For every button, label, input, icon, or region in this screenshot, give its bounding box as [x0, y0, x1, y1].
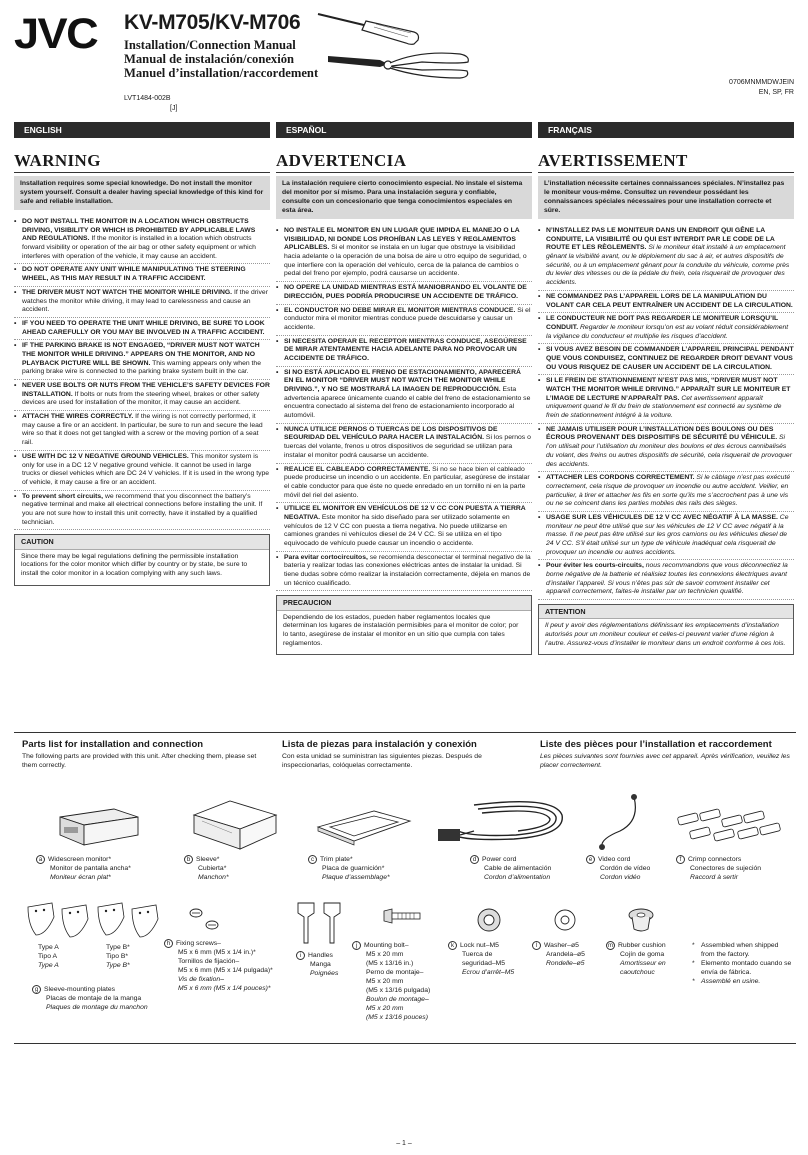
warning-intro: La instalación requiere cierto conocimiento especial. No instale el sistema del monitor por sí mismo. Para una instalación segura y confiable, consulte con un concesionario que tenga conocimientos especiales en esta área.	[276, 176, 532, 219]
doc-langs: EN, SP, FR	[758, 89, 794, 96]
subtitle-en: Installation/Connection Manual	[124, 38, 296, 52]
subtitle-fr: Manuel d’installation/raccordement	[124, 66, 319, 80]
rubber-cushion-icon	[624, 903, 658, 937]
part-a	[36, 855, 131, 882]
warning-list	[14, 218, 270, 530]
part-name-en: Power cord	[482, 856, 517, 863]
part-e	[586, 855, 650, 882]
doc-code-line: 0706MNMMDWJEIN	[729, 79, 794, 86]
part-size-en: M5 x 20 mm	[366, 951, 404, 958]
list-item: • SI VOUS AVEZ BESOIN DE COMMANDER L’APPAREIL PRINCIPAL PENDANT QUE VOUS CONDUISEZ, CONTINUEZ DE REGARDER DROIT DEVANT VOUS OU VOUS RISQUEZ DE CAUSER UN ACCIDENT DE LA CIRCULATION.	[538, 346, 794, 375]
parts-title-en: Parts list for installation and connection	[22, 739, 204, 750]
model-title: KV-M705/KV-M706	[124, 11, 301, 34]
parts-desc-sp: Con esta unidad se suministran las siguientes piezas. Después de inspeccionarlas, colóquelas correctamente.	[282, 753, 482, 769]
part-name-sp: Cojín de goma	[620, 951, 665, 958]
list-item: • NO INSTALE EL MONITOR EN UN LUGAR QUE IMPIDA EL MANEJO O LA VISIBILIDAD, NI DONDE LOS PROHÍBAN LAS LEYES Y REGLAMENTOS APLICABLES. Si el monitor se instala en un lugar que obstruye la visibilidad hacia adelante o la operación de una bolsa de aire u otro equipo de seguridad, o que interfiere con la operación del vehículo, cerca de la palanca de cambios o pedal del freno por ejemplo, podrá causarse un accidente.	[276, 227, 532, 282]
part-d	[470, 855, 551, 882]
part-name-fr: Cordon d’alimentation	[484, 874, 551, 881]
caution-box	[276, 595, 532, 655]
parts-header-fr	[540, 739, 790, 770]
subtitle-sp: Manual de instalación/conexión	[124, 52, 295, 66]
part-size-sp: M5 x 20 mm	[366, 978, 404, 985]
part-name-fr: Moniteur écran plat*	[50, 874, 111, 881]
list-item: • NE COMMANDEZ PAS L’APPAREIL LORS DE LA MANIPULATION DU VOLANT CAR CELA PEUT ENTRAÎNER UN ACCIDENT DE LA CIRCULATION.	[538, 293, 794, 313]
page-number: – 1 –	[396, 1140, 412, 1147]
part-l	[532, 941, 585, 968]
parts-title-fr: Liste des pièces pour l’installation et raccordement	[540, 739, 772, 750]
trim-plate-icon	[314, 807, 414, 847]
type-a-en: Type A	[38, 944, 59, 951]
part-letter: c	[308, 855, 317, 864]
warning-heading: AVERTISSEMENT	[538, 150, 794, 173]
part-name-sp: Cordón de vídeo	[600, 865, 651, 872]
part-c	[308, 855, 390, 882]
type-a-sp: Tipo A	[38, 953, 58, 960]
list-item: • USE WITH DC 12 V NEGATIVE GROUND VEHICLES. This monitor system is only for use in a DC 12 V negative ground vehicle. It cannot be used in large trucks or diesel vehicles which are DC 24 V vehicles. If it is used in the wrong type of vehicle, it may cause a fire or an accident.	[14, 453, 270, 491]
part-k	[448, 941, 514, 977]
parts-desc-fr: Les pièces suivantes sont fournies avec cet appareil. Après vérification, veuillez les placer correctement.	[540, 753, 790, 769]
list-item: • IF THE PARKING BRAKE IS NOT ENGAGED, “DRIVER MUST NOT WATCH THE MONITOR WHILE DRIVING.” APPEARS ON THE MONITOR, AND NO PLAYBACK PICTURE WILL BE SHOWN. This warning appears only when the parking brake wire is connected to the parking brake system built in the car.	[14, 342, 270, 380]
part-name-fr-2: caoutchouc	[620, 969, 655, 976]
warning-intro: L’installation nécessite certaines connaissances spéciales. N’installez pas le moniteur vous-même. Consultez un revendeur possédant les connaissances spéciales nécessaires pour une installation correcte et sûre.	[538, 176, 794, 219]
part-h	[164, 939, 273, 993]
part-name-en: Handles	[308, 952, 333, 959]
list-item: • N’INSTALLEZ PAS LE MONITEUR DANS UN ENDROIT QUI GÊNE LA CONDUITE, LA VISIBILITÉ OU QUI EST INTERDIT PAR LE CODE DE LA ROUTE ET LES RÈGLEMENTS. Si le moniteur était installé à un emplacement gênant la visibilité avant, ou le déploiement du sac à air, et autres dispositifs de sécurité, ou à un emplacement gênant pour la conduite du véhicule, comme près du levier des vitesses ou de la pédale du frein, cela risquerait de provoquer des accidents.	[538, 227, 794, 291]
warning-heading: ADVERTENCIA	[276, 150, 532, 173]
part-size-in-sp: (M5 x 13/16 pulgada)	[366, 987, 431, 994]
part-name-fr: Ecrou d’arrêt–M5	[462, 969, 515, 976]
video-cord-icon	[590, 791, 644, 853]
part-name-en: Rubber cushion	[618, 942, 666, 949]
part-name-sp-2: seguridad–M5	[462, 960, 506, 967]
monitor-icon	[54, 803, 144, 849]
parts-header-en	[22, 739, 272, 770]
list-item: • LE CONDUCTEUR NE DOIT PAS REGARDER LE MONITEUR LORSQU’IL CONDUIT. Regarder le moniteur lorsqu’on est au volant réduit considérablement la vigilance du conducteur et multiplie les risques d’accident.	[538, 315, 794, 344]
mounting-bolt-icon	[380, 905, 424, 929]
lang-bar-english: ENGLISH	[14, 122, 270, 138]
screwdriver-icon	[318, 14, 419, 44]
part-j	[352, 941, 430, 1022]
list-item: • NUNCA UTILICE PERNOS O TUERCAS DE LOS DISPOSITIVOS DE SEGURIDAD DEL VEHÍCULO PARA HACER LA INSTALACIÓN. Si los pernos o tuercas del volante, frenos u otros dispositivos de seguridad se utilizan para instalar el monitor podrá causarse un accidente.	[276, 426, 532, 464]
type-b-sp: Tipo B*	[106, 953, 129, 960]
part-name-sp: Tuerca de	[462, 951, 493, 958]
part-letter: a	[36, 855, 45, 864]
list-item: • EL CONDUCTOR NO DEBE MIRAR EL MONITOR MIENTRAS CONDUCE. Si el conductor mira el monitor mientras conduce puede descuidarse y causar un accidente.	[276, 307, 532, 336]
part-size-fr: M5 x 6 mm (M5 x 1/4 pouces)*	[178, 985, 271, 992]
note-sp: Elemento montado cuando se envía de fábrica.	[701, 960, 792, 976]
part-name-en: Video cord	[598, 856, 631, 863]
list-item: • ATTACHER LES CORDONS CORRECTEMENT. Si le câblage n’est pas exécuté correctement, cela risque de provoquer un incendie ou autre accident. Veiller, en particulier, à tirer et attacher les fils en sorte qu’ils me s’accrochent pas à une vis ou ne se coincent dans les parties mobiles des rails des sièges.	[538, 474, 794, 512]
crimp-connectors-icon	[674, 807, 784, 847]
sleeve-mounting-plates-icon	[24, 901, 162, 941]
part-name-sp: Placa de guarnición*	[322, 865, 385, 872]
warning-heading: WARNING	[14, 150, 270, 173]
part-name-sp: Manga	[310, 961, 331, 968]
list-item: • SI NO ESTÁ APLICADO EL FRENO DE ESTACIONAMIENTO, APARECERÁ EN EL MONITOR “DRIVER MUST NOT WATCH THE MONITOR WHILE DRIVING.”, Y NO SE MOSTRARÁ LA IMAGEN DE REPRODUCCIÓN. Esta advertencia aparece únicamente cuando el cable del freno de estacionamiento se encuentra conectado al sistema del freno de estacionamiento incorporado al automóvil.	[276, 369, 532, 424]
part-name-sp: Cubierta*	[198, 865, 227, 872]
part-letter: i	[296, 951, 305, 960]
part-name-sp: Perno de montaje–	[366, 969, 424, 976]
part-name-fr: Cordon vidéo	[600, 874, 641, 881]
warning-list	[538, 227, 794, 600]
type-b-fr: Type B*	[106, 962, 130, 969]
part-name-fr: Poignées	[310, 970, 339, 977]
caution-title: PRECAUCION	[277, 596, 531, 610]
list-item: • USAGE SUR LES VÉHICULES DE 12 V CC AVEC NÉGATIF À LA MASSE. Ce moniteur ne peut être utilisé que sur les véhicules de 12 V CC avec négatif à la masse. Il ne peut pas être utilisé sur les gros camions ou les véhicules diesel de 24 V CC. S’il était utilisé sur un type de véhicule inadéquat cela risquerait de provoquer un incendie ou autres accidents.	[538, 514, 794, 560]
part-name-en: Sleeve-mounting plates	[44, 986, 116, 993]
list-item: • Para evitar cortocircuitos, se recomienda desconectar el terminal negativo de la batería y realizar todas las conexiones eléctricas antes de instalar la unidad. Si tiene dudas sobre cómo realizar la instalación correctamente, déjela en manos de un técnico cualificado.	[276, 554, 532, 592]
caution-title: CAUTION	[15, 535, 269, 549]
part-code	[124, 94, 177, 114]
part-name-fr: Boulon de montage–	[366, 996, 429, 1003]
fixing-screws-icon	[186, 905, 226, 935]
part-name-en: Crimp connectors	[688, 856, 742, 863]
caution-body: Il peut y avoir des réglementations définissant les emplacements d’installation autorisés pour un moniteur couleur et celles-ci peuvent varier d’une région à l’autre. Assurez-vous d’installer le moniteur dans un endroit conforme à ces lois.	[545, 622, 786, 647]
list-item: • NEVER USE BOLTS OR NUTS FROM THE VEHICLE’S SAFETY DEVICES FOR INSTALLATION. If bolts or nuts from the steering wheel, brakes or other safety devices are used for installation of the monitor, it may cause an accident.	[14, 382, 270, 411]
part-letter: m	[608, 943, 613, 949]
lock-nut-icon	[474, 905, 504, 935]
tools-illustration	[310, 8, 480, 88]
note-star: *	[692, 942, 695, 949]
part-size-sp: M5 x 6 mm (M5 x 1/4 pulgada)*	[178, 967, 273, 974]
part-letter: g	[32, 985, 41, 994]
part-name-fr: Plaque d’assemblage*	[322, 874, 390, 881]
caution-title: ATTENTION	[539, 605, 793, 619]
part-letter: j	[352, 941, 361, 950]
plate-type-b	[106, 943, 130, 970]
doc-code	[729, 78, 794, 98]
list-item: • SI NECESITA OPERAR EL RECEPTOR MIENTRAS CONDUCE, ASEGÚRESE DE MIRAR ATENTAMENTE HACIA ADELANTE PARA NO PROVOCAR UN ACCIDENTE DE TRÁFICO.	[276, 338, 532, 367]
list-item: • To prevent short circuits, we recommend that you disconnect the battery’s negative terminal and make all electrical connections before installing the unit. If you are not sure how to install this unit correctly, have it installed by a qualified technician.	[14, 493, 270, 531]
list-item: • ATTACH THE WIRES CORRECTLY. If the wiring is not correctly performed, it may cause a fire or an accident. In particular, be sure to run and secure the lead wire so that it does not get tangled with a screw or the moving portion of a seat rail.	[14, 413, 270, 451]
part-letter: k	[448, 941, 457, 950]
part-name-fr: Raccord à sertir	[690, 874, 738, 881]
part-size-in-fr: (M5 x 13/16 pouces)	[366, 1014, 428, 1021]
part-name-fr: Vis de fixation–	[178, 976, 224, 983]
part-name-fr: Manchon*	[198, 874, 229, 881]
assembled-notes	[692, 941, 792, 986]
part-letter: f	[676, 855, 685, 864]
note-star: *	[692, 978, 695, 985]
caution-body: Dependiendo de los estados, pueden haber reglamentos locales que determinan los lugares de instalación permisibles para el monitor de color; por lo tanto, asegúrese de instalar el monitor en un sitio que cumpla con tales reglamentos.	[283, 613, 519, 647]
power-cord-icon	[434, 795, 574, 855]
jvc-logo: JVC	[14, 10, 98, 58]
part-name-sp: Tornillos de fijación–	[178, 958, 240, 965]
list-item: • THE DRIVER MUST NOT WATCH THE MONITOR WHILE DRIVING. If the driver watches the monitor while driving, it may lead to carelessness and cause an accident.	[14, 289, 270, 318]
list-item: • DO NOT OPERATE ANY UNIT WHILE MANIPULATING THE STEERING WHEEL, AS THIS MAY RESULT IN A TRAFFIC ACCIDENT.	[14, 266, 270, 286]
caution-box	[538, 604, 794, 655]
parts-title-sp: Lista de piezas para instalación y conexión	[282, 739, 477, 750]
note-fr: Assemblé en usine.	[701, 978, 761, 985]
pliers-icon	[328, 53, 468, 78]
caution-box	[14, 534, 270, 585]
part-b	[184, 855, 229, 882]
part-name-sp: Cable de alimentación	[484, 865, 552, 872]
lang-bar-french: FRANÇAIS	[538, 122, 794, 138]
list-item: • Pour éviter les courts-circuits, nous recommandons que vous déconnectiez la borne négative de la batterie et réalisiez toutes les connexions électriques avant d’installer l’appareil. Si vous n’êtes pas sûr de savoir comment installer cet appareil correctement, faites-le installer par un technicien qualifié.	[538, 562, 794, 600]
part-name-fr: Plaques de montage du manchon	[46, 1004, 148, 1011]
part-name-fr: Amortisseur en	[620, 960, 666, 967]
part-size-fr: M5 x 20 mm	[366, 1005, 404, 1012]
manual-subtitles	[124, 38, 318, 80]
part-size-in-en: (M5 x 13/16 in.)	[366, 960, 414, 967]
parts-desc-en: The following parts are provided with this unit. After checking them, please set them correctly.	[22, 753, 257, 769]
part-name-en: Lock nut–M5	[460, 942, 499, 949]
part-letter: d	[470, 855, 479, 864]
list-item: • NO OPERE LA UNIDAD MIENTRAS ESTÁ MANIOBRANDO EL VOLANTE DE DIRECCIÓN, PUES PODRÍA PRODUCIRSE UN ACCIDENTE DE TRÁFICO.	[276, 284, 532, 304]
part-i	[296, 951, 338, 978]
part-size-en: M5 x 6 mm (M5 x 1/4 in.)*	[178, 949, 256, 956]
part-name-sp: Monitor de pantalla ancha*	[50, 865, 131, 872]
part-letter: h	[164, 939, 173, 948]
note-star: *	[692, 960, 695, 967]
part-name-en: Sleeve*	[196, 856, 220, 863]
part-code-line1: LVT1484-002B	[124, 95, 171, 102]
part-name-sp: Arandela–ø5	[546, 951, 585, 958]
part-letter: l	[532, 941, 541, 950]
part-name-en: Widescreen monitor*	[48, 856, 112, 863]
spanish-warning-column	[276, 150, 532, 655]
list-item: • REALICE EL CABLEADO CORRECTAMENTE. Si no se hace bien el cableado puede producirse un incendio o un accidente. En particular, asegúrese de instalar el cable conductor para que éste no quede enredado en un tornillo ni en la parte móvil del riel del asiento.	[276, 466, 532, 504]
part-name-sp: Placas de montaje de la manga	[46, 995, 142, 1002]
french-warning-column	[538, 150, 794, 655]
part-name-en: Fixing screws–	[176, 940, 221, 947]
part-letter: e	[586, 855, 595, 864]
list-item: • DO NOT INSTALL THE MONITOR IN A LOCATION WHICH OBSTRUCTS DRIVING, VISIBILITY OR WHICH IS PROHIBITED BY APPLICABLE LAWS AND REGULATIONS. If the monitor is installed in a location which obstructs forward visibility or operation of the air bag or other safety equipment or which interferes with operation of the vehicle, it may cause an accident.	[14, 218, 270, 264]
part-name-en: Washer–ø5	[544, 942, 579, 949]
type-b-en: Type B*	[106, 944, 130, 951]
parts-header-sp	[282, 739, 532, 770]
part-g	[32, 985, 148, 1012]
warning-list	[276, 227, 532, 591]
type-a-fr: Type A	[38, 962, 59, 969]
part-f	[676, 855, 761, 882]
english-warning-column	[14, 150, 270, 586]
caution-body: Since there may be legal regulations defining the permissible installation locations for the color monitor which differ by country or by state, be sure to install the color monitor in a location complying with any such laws.	[21, 552, 248, 577]
part-name-fr: Rondelle–ø5	[546, 960, 585, 967]
list-item: • UTILICE EL MONITOR EN VEHÍCULOS DE 12 V CC CON PUESTA A TIERRA NEGATIVA. Este monitor ha sido diseñado para ser utilizado solamente en vehículos de 12 V CC con puesta a tierra negativa. No puede utilizarse en camiones grandes ni vehículos diesel de 24 V CC. Si se utiliza en el tipo equivocado de vehículo puede causar un incendio o accidente.	[276, 505, 532, 551]
warning-intro: Installation requires some special knowledge. Do not install the monitor system yourself. Consult a dealer having special knowledge of this kind for safe and reliable installation.	[14, 176, 270, 210]
list-item: • IF YOU NEED TO OPERATE THE UNIT WHILE DRIVING, BE SURE TO LOOK AHEAD CAREFULLY OR YOU MAY BE INVOLVED IN A TRAFFIC ACCIDENT.	[14, 320, 270, 340]
plate-type-a	[38, 943, 59, 970]
part-letter: b	[184, 855, 193, 864]
part-code-line2: [J]	[170, 105, 178, 112]
lang-bar-spanish: ESPAÑOL	[276, 122, 532, 138]
washer-icon	[550, 905, 580, 935]
list-item: • NE JAMAIS UTILISER POUR L’INSTALLATION DES BOULONS OU DES ÉCROUS PROVENANT DES DISPOSITIFS DE SÉCURITÉ DU VÉHICULE. Si l’on utilisait pour l’utilisation du moniteur des boulons et des écrous cannibalisés du volant, des freins ou autres dispositifs de sécurité, cela risquerait de provoquer des accidents.	[538, 426, 794, 472]
parts-list-section	[14, 732, 796, 1044]
part-name-sp: Conectores de sujeción	[690, 865, 762, 872]
list-item: • SI LE FREIN DE STATIONNEMENT N’EST PAS MIS, “DRIVER MUST NOT WATCH THE MONITOR WHILE DRIVING.” APPARAÎT SUR LE MONITEUR ET L’IMAGE DE LECTURE N’APPARAÎT PAS. Cet avertissement apparaît uniquement quand le fil du frein de stationnement est connecté au système de frein de stationnement intégré à la voiture.	[538, 377, 794, 423]
part-name-en: Mounting bolt–	[364, 942, 409, 949]
note-en: Assembled when shipped from the factory.	[701, 942, 779, 958]
part-name-en: Trim plate*	[320, 856, 353, 863]
part-m	[606, 941, 666, 977]
sleeve-icon	[190, 797, 280, 853]
handles-icon	[294, 899, 354, 947]
